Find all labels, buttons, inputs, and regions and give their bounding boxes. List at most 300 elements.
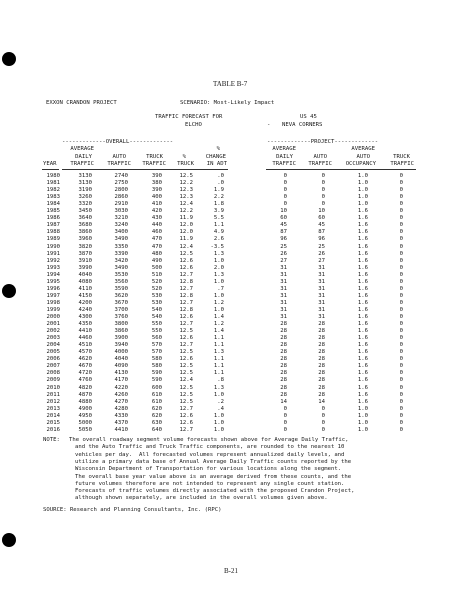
p-occ-cell: 1.0 — [357, 426, 368, 433]
p-truck-cell: 0 — [399, 180, 403, 187]
truck-cell: 540 — [151, 306, 162, 313]
truck-cell: 490 — [151, 257, 162, 264]
truck-cell: 590 — [151, 377, 162, 384]
avg-daily-cell: 3450 — [78, 208, 92, 215]
col-header-p-occ-1: AVERAGE — [351, 146, 375, 152]
p-occ-cell: 1.6 — [357, 391, 368, 398]
avg-daily-cell: 4460 — [78, 335, 92, 342]
p-truck-cell: 0 — [399, 398, 403, 405]
col-header-avg-daily-2: DAILY — [75, 154, 92, 160]
punch-hole-middle — [2, 284, 16, 298]
p-occ-cell: 1.6 — [357, 250, 368, 257]
p-avg-cell: 28 — [280, 342, 287, 349]
p-auto-cell: 28 — [318, 342, 325, 349]
p-avg-cell: 10 — [280, 208, 287, 215]
col-header-p-avg-3: TRAFFIC — [272, 161, 296, 167]
auto-cell: 3700 — [114, 306, 128, 313]
p-avg-cell: 31 — [280, 278, 287, 285]
truck-cell: 470 — [151, 243, 162, 250]
pct-change-cell: .0 — [217, 180, 224, 187]
pct-truck-cell: 12.5 — [179, 370, 193, 377]
year-cell: 2005 — [46, 349, 60, 356]
pct-change-cell: .4 — [217, 405, 224, 412]
truck-cell: 570 — [151, 342, 162, 349]
avg-daily-cell: 4110 — [78, 285, 92, 292]
p-avg-cell: 14 — [280, 398, 287, 405]
truck-cell: 520 — [151, 278, 162, 285]
p-auto-cell: 28 — [318, 363, 325, 370]
auto-cell: 4220 — [114, 384, 128, 391]
p-avg-cell: 26 — [280, 250, 287, 257]
avg-daily-cell: 4570 — [78, 349, 92, 356]
pct-truck-cell: 12.0 — [179, 222, 193, 229]
p-auto-cell: 87 — [318, 229, 325, 236]
pct-truck-cell: 12.5 — [179, 398, 193, 405]
pct-change-cell: 1.0 — [213, 412, 224, 419]
avg-daily-cell: 4300 — [78, 314, 92, 320]
p-auto-cell: 0 — [321, 419, 325, 426]
year-cell: 1986 — [46, 215, 60, 222]
avg-daily-cell: 3990 — [78, 264, 92, 271]
p-truck-cell: 0 — [399, 363, 403, 370]
p-truck-cell: 0 — [399, 328, 403, 335]
auto-cell: 4370 — [114, 419, 128, 426]
p-occ-cell: 1.0 — [357, 412, 368, 419]
p-truck-cell: 0 — [399, 243, 403, 250]
year-cell: 1982 — [46, 187, 60, 194]
year-cell: 2015 — [46, 419, 60, 426]
p-auto-cell: 28 — [318, 377, 325, 384]
route-label: US 45 — [300, 114, 317, 120]
p-auto-cell: 25 — [318, 243, 325, 250]
year-cell: 1981 — [46, 180, 60, 187]
avg-daily-cell: 4900 — [78, 405, 92, 412]
note-line: vehicles per day. All forecasted volumes represent annualized daily levels, and — [75, 451, 345, 458]
year-cell: 2001 — [46, 321, 60, 328]
pct-truck-cell: 12.7 — [179, 321, 193, 328]
auto-cell: 4040 — [114, 356, 128, 363]
year-cell: 2009 — [46, 377, 60, 384]
col-header-p-occ-3: OCCUPANCY — [345, 161, 376, 167]
p-truck-cell: 0 — [399, 278, 403, 285]
year-cell: 2016 — [46, 426, 60, 433]
truck-cell: 620 — [151, 405, 162, 412]
avg-daily-cell: 4620 — [78, 356, 92, 363]
auto-cell: 4000 — [114, 349, 128, 356]
pct-truck-cell: 12.5 — [179, 328, 193, 335]
p-truck-cell: 0 — [399, 292, 403, 299]
truck-cell: 440 — [151, 222, 162, 229]
p-occ-cell: 1.6 — [357, 222, 368, 229]
p-occ-cell: 1.6 — [357, 215, 368, 222]
col-header-avg-daily-3: TRAFFIC — [70, 161, 94, 167]
p-auto-cell: 31 — [318, 299, 325, 306]
p-truck-cell: 0 — [399, 370, 403, 377]
pct-truck-cell: 12.2 — [179, 180, 193, 187]
p-truck-cell: 0 — [399, 405, 403, 412]
col-header-pct-truck-1: % — [182, 154, 186, 160]
year-cell: 1985 — [46, 208, 60, 215]
pct-change-cell: 1.9 — [213, 187, 224, 194]
year-cell: 2011 — [46, 391, 60, 398]
auto-cell: 3860 — [114, 328, 128, 335]
pct-truck-cell: 12.6 — [179, 257, 193, 264]
p-truck-cell: 0 — [399, 236, 403, 243]
p-occ-cell: 1.0 — [357, 194, 368, 201]
p-avg-cell: 28 — [280, 349, 287, 356]
p-occ-cell: 1.6 — [357, 278, 368, 285]
p-avg-cell: 0 — [283, 201, 287, 208]
year-cell: 2013 — [46, 405, 60, 412]
p-auto-cell: 96 — [318, 236, 325, 243]
auto-cell: 3800 — [114, 321, 128, 328]
col-header-p-avg-1: AVERAGE — [272, 146, 296, 152]
truck-cell: 380 — [151, 180, 162, 187]
year-cell: 2004 — [46, 342, 60, 349]
header-rule-project — [266, 169, 416, 170]
avg-daily-cell: 4410 — [78, 328, 92, 335]
truck-cell: 570 — [151, 349, 162, 356]
auto-cell: 3350 — [114, 243, 128, 250]
truck-cell: 400 — [151, 194, 162, 201]
p-auto-cell: 0 — [321, 180, 325, 187]
truck-cell: 520 — [151, 285, 162, 292]
pct-truck-cell: 12.7 — [179, 271, 193, 278]
p-avg-cell: 27 — [280, 257, 287, 264]
pct-change-cell: 1.3 — [213, 250, 224, 257]
p-auto-cell: 0 — [321, 412, 325, 419]
pct-change-cell: 1.0 — [213, 426, 224, 433]
p-occ-cell: 1.0 — [357, 187, 368, 194]
p-avg-cell: 0 — [283, 405, 287, 412]
pct-change-cell: -3.5 — [210, 243, 224, 250]
avg-daily-cell: 3130 — [78, 173, 92, 179]
pct-truck-cell: 11.9 — [179, 236, 193, 243]
p-auto-cell: 27 — [318, 257, 325, 264]
auto-cell: 3390 — [114, 250, 128, 257]
auto-cell: 2910 — [114, 201, 128, 208]
auto-cell: 4410 — [114, 426, 128, 433]
pct-truck-cell: 12.5 — [179, 173, 193, 179]
year-cell: 2010 — [46, 384, 60, 391]
p-avg-cell: 0 — [283, 419, 287, 426]
p-auto-cell: 28 — [318, 335, 325, 342]
auto-cell: 3530 — [114, 271, 128, 278]
p-auto-cell: 0 — [321, 187, 325, 194]
p-avg-cell: 0 — [283, 412, 287, 419]
auto-cell: 3490 — [114, 264, 128, 271]
forecast-line: TRAFFIC FORECAST FOR — [155, 114, 223, 120]
p-truck-cell: 0 — [399, 426, 403, 433]
p-occ-cell: 1.6 — [357, 349, 368, 356]
pct-change-cell: 1.0 — [213, 278, 224, 285]
avg-daily-cell: 4040 — [78, 271, 92, 278]
auto-cell: 4280 — [114, 405, 128, 412]
truck-cell: 540 — [151, 314, 162, 320]
year-cell: 1989 — [46, 236, 60, 243]
p-auto-cell: 28 — [318, 384, 325, 391]
col-header-pct-change-2: CHANGE — [205, 154, 226, 160]
avg-daily-cell: 3860 — [78, 229, 92, 236]
pct-truck-cell: 12.6 — [179, 419, 193, 426]
table-title: TABLE B-7 — [213, 80, 248, 88]
p-avg-cell: 28 — [280, 335, 287, 342]
col-header-pct-change-3: IN ADT — [206, 161, 227, 167]
year-cell: 1996 — [46, 285, 60, 292]
p-auto-cell: 31 — [318, 292, 325, 299]
p-occ-cell: 1.6 — [357, 306, 368, 313]
col-header-pct-truck-2: TRUCK — [177, 161, 194, 167]
truck-cell: 600 — [151, 384, 162, 391]
pct-change-cell: 1.0 — [213, 257, 224, 264]
page-number: B-21 — [224, 567, 238, 575]
pct-change-cell: 1.1 — [213, 370, 224, 377]
pct-change-cell: 1.1 — [213, 222, 224, 229]
note-line: Forecasts of traffic volumes directly associated with the proposed Crandon Project, — [75, 488, 355, 495]
pct-change-cell: 1.0 — [213, 306, 224, 313]
p-avg-cell: 28 — [280, 391, 287, 398]
auto-cell: 3240 — [114, 222, 128, 229]
avg-daily-cell: 4240 — [78, 306, 92, 313]
note-line: and the Auto Traffic and Truck Traffic components, are rounded to the nearest 10 — [75, 444, 345, 451]
p-avg-cell: 0 — [283, 180, 287, 187]
truck-cell: 530 — [151, 299, 162, 306]
p-avg-cell: 28 — [280, 384, 287, 391]
pct-change-cell: 1.8 — [213, 201, 224, 208]
year-cell: 1987 — [46, 222, 60, 229]
source-line: SOURCE: Research and Planning Consultants, Inc. (RPC) — [43, 507, 222, 513]
p-auto-cell: 28 — [318, 328, 325, 335]
year-cell: 1990 — [46, 243, 60, 250]
p-truck-cell: 0 — [399, 377, 403, 384]
year-cell: 1993 — [46, 264, 60, 271]
pct-truck-cell: 12.3 — [179, 194, 193, 201]
pct-change-cell: 1.2 — [213, 299, 224, 306]
year-cell: 2014 — [46, 412, 60, 419]
pct-change-cell: 1.1 — [213, 342, 224, 349]
p-avg-cell: 28 — [280, 363, 287, 370]
avg-daily-cell: 3640 — [78, 215, 92, 222]
auto-cell: 3940 — [114, 342, 128, 349]
truck-cell: 550 — [151, 321, 162, 328]
p-truck-cell: 0 — [399, 314, 403, 320]
auto-cell: 3670 — [114, 299, 128, 306]
p-truck-cell: 0 — [399, 173, 403, 179]
group-project-header: -------------PROJECT------------- — [267, 139, 379, 145]
pct-change-cell: 1.0 — [213, 419, 224, 426]
pct-truck-cell: 12.7 — [179, 285, 193, 292]
truck-cell: 480 — [151, 250, 162, 257]
auto-cell: 2740 — [114, 173, 128, 179]
auto-cell: 4090 — [114, 363, 128, 370]
p-occ-cell: 1.6 — [357, 356, 368, 363]
pct-change-cell: 1.4 — [213, 314, 224, 320]
avg-daily-cell: 4760 — [78, 377, 92, 384]
p-avg-cell: 0 — [283, 426, 287, 433]
p-avg-cell: 28 — [280, 321, 287, 328]
year-cell: 2003 — [46, 335, 60, 342]
year-cell: 1997 — [46, 292, 60, 299]
avg-daily-cell: 4350 — [78, 321, 92, 328]
pct-change-cell: 1.4 — [213, 328, 224, 335]
note-line: utilize a primary data base of Annual Average Daily Traffic counts reported by the — [75, 458, 352, 465]
p-truck-cell: 0 — [399, 299, 403, 306]
pct-change-cell: .8 — [217, 377, 224, 384]
p-occ-cell: 1.6 — [357, 208, 368, 215]
col-header-auto-1: AUTO — [112, 154, 126, 160]
pct-truck-cell: 12.4 — [179, 243, 193, 250]
p-truck-cell: 0 — [399, 250, 403, 257]
pct-truck-cell: 12.3 — [179, 187, 193, 194]
year-cell: 2012 — [46, 398, 60, 405]
note-line: future volumes therefore are not intended to represent any single count station. — [75, 480, 345, 487]
pct-change-cell: .0 — [217, 173, 224, 179]
p-avg-cell: 28 — [280, 370, 287, 377]
truck-cell: 610 — [151, 391, 162, 398]
p-truck-cell: 0 — [399, 264, 403, 271]
year-cell: 1995 — [46, 278, 60, 285]
p-avg-cell: 31 — [280, 264, 287, 271]
avg-daily-cell: 3190 — [78, 187, 92, 194]
pct-change-cell: 2.0 — [213, 264, 224, 271]
truck-cell: 530 — [151, 292, 162, 299]
p-occ-cell: 1.6 — [357, 398, 368, 405]
year-cell: 1988 — [46, 229, 60, 236]
p-truck-cell: 0 — [399, 194, 403, 201]
truck-cell: 500 — [151, 264, 162, 271]
p-auto-cell: 28 — [318, 349, 325, 356]
p-auto-cell: 31 — [318, 285, 325, 292]
p-truck-cell: 0 — [399, 391, 403, 398]
pct-change-cell: 2.2 — [213, 194, 224, 201]
col-header-p-avg-2: DAILY — [276, 154, 293, 160]
pct-truck-cell: 12.6 — [179, 335, 193, 342]
truck-cell: 510 — [151, 271, 162, 278]
truck-cell: 420 — [151, 208, 162, 215]
auto-cell: 3620 — [114, 292, 128, 299]
pct-change-cell: 1.1 — [213, 356, 224, 363]
p-occ-cell: 1.6 — [357, 257, 368, 264]
p-avg-cell: 31 — [280, 314, 287, 320]
p-occ-cell: 1.6 — [357, 292, 368, 299]
auto-cell: 2860 — [114, 194, 128, 201]
p-auto-cell: 0 — [321, 201, 325, 208]
pct-truck-cell: 12.7 — [179, 342, 193, 349]
pct-change-cell: 1.0 — [213, 391, 224, 398]
p-auto-cell: 28 — [318, 370, 325, 377]
p-occ-cell: 1.6 — [357, 271, 368, 278]
col-header-avg-daily-1: AVERAGE — [70, 146, 94, 152]
p-occ-cell: 1.0 — [357, 405, 368, 412]
p-avg-cell: 31 — [280, 299, 287, 306]
truck-cell: 590 — [151, 370, 162, 377]
p-occ-cell: 1.6 — [357, 264, 368, 271]
truck-cell: 560 — [151, 335, 162, 342]
pct-truck-cell: 12.5 — [179, 384, 193, 391]
pct-truck-cell: 12.5 — [179, 391, 193, 398]
pct-change-cell: 1.1 — [213, 335, 224, 342]
p-auto-cell: 14 — [318, 398, 325, 405]
pct-change-cell: 1.3 — [213, 349, 224, 356]
avg-daily-cell: 4080 — [78, 278, 92, 285]
year-cell: 1998 — [46, 299, 60, 306]
auto-cell: 3400 — [114, 229, 128, 236]
col-header-pct-change-1: % — [216, 146, 220, 152]
avg-daily-cell: 3130 — [78, 180, 92, 187]
truck-cell: 610 — [151, 398, 162, 405]
col-header-p-auto-1: AUTO — [313, 154, 327, 160]
year-cell: 1991 — [46, 250, 60, 257]
p-truck-cell: 0 — [399, 342, 403, 349]
p-truck-cell: 0 — [399, 335, 403, 342]
p-avg-cell: 96 — [280, 236, 287, 243]
p-auto-cell: 60 — [318, 215, 325, 222]
pct-truck-cell: 12.7 — [179, 405, 193, 412]
p-occ-cell: 1.0 — [357, 180, 368, 187]
col-header-auto-2: TRAFFIC — [107, 161, 131, 167]
year-cell: 1980 — [46, 173, 60, 179]
truck-cell: 460 — [151, 229, 162, 236]
pct-change-cell: 1.3 — [213, 384, 224, 391]
year-cell: 1999 — [46, 306, 60, 313]
p-auto-cell: 0 — [321, 173, 325, 179]
pct-truck-cell: 12.5 — [179, 363, 193, 370]
p-truck-cell: 0 — [399, 229, 403, 236]
header-rule-overall — [62, 169, 228, 170]
p-auto-cell: 45 — [318, 222, 325, 229]
p-auto-cell: 31 — [318, 264, 325, 271]
avg-daily-cell: 3960 — [78, 236, 92, 243]
punch-hole-top — [2, 52, 16, 66]
pct-truck-cell: 12.7 — [179, 299, 193, 306]
col-header-year: YEAR — [43, 161, 57, 167]
punch-hole-bottom — [2, 533, 16, 547]
p-auto-cell: 10 — [318, 208, 325, 215]
col-header-truck-2: TRAFFIC — [142, 161, 166, 167]
p-truck-cell: 0 — [399, 285, 403, 292]
avg-daily-cell: 4950 — [78, 412, 92, 419]
p-auto-cell: 28 — [318, 321, 325, 328]
avg-daily-cell: 3680 — [78, 222, 92, 229]
p-avg-cell: 87 — [280, 229, 287, 236]
group-overall-header: -------------OVERALL------------- — [62, 139, 174, 145]
pct-truck-cell: 11.9 — [179, 215, 193, 222]
auto-cell: 4260 — [114, 391, 128, 398]
p-occ-cell: 1.6 — [357, 377, 368, 384]
pct-truck-cell: 12.6 — [179, 264, 193, 271]
p-avg-cell: 31 — [280, 292, 287, 299]
pct-truck-cell: 12.4 — [179, 201, 193, 208]
pct-truck-cell: 12.8 — [179, 306, 193, 313]
col-header-p-truck-1: TRUCK — [393, 154, 410, 160]
p-auto-cell: 28 — [318, 391, 325, 398]
note-label: NOTE: — [43, 437, 60, 443]
p-truck-cell: 0 — [399, 356, 403, 363]
p-truck-cell: 0 — [399, 412, 403, 419]
year-cell: 1994 — [46, 271, 60, 278]
p-truck-cell: 0 — [399, 187, 403, 194]
pct-change-cell: .2 — [217, 398, 224, 405]
auto-cell: 3420 — [114, 257, 128, 264]
segment-from: ELCHO — [185, 122, 202, 128]
avg-daily-cell: 3820 — [78, 243, 92, 250]
avg-daily-cell: 3870 — [78, 250, 92, 257]
pct-change-cell: 1.2 — [213, 321, 224, 328]
p-occ-cell: 1.6 — [357, 384, 368, 391]
avg-daily-cell: 5050 — [78, 426, 92, 433]
p-truck-cell: 0 — [399, 271, 403, 278]
p-occ-cell: 1.0 — [357, 173, 368, 179]
